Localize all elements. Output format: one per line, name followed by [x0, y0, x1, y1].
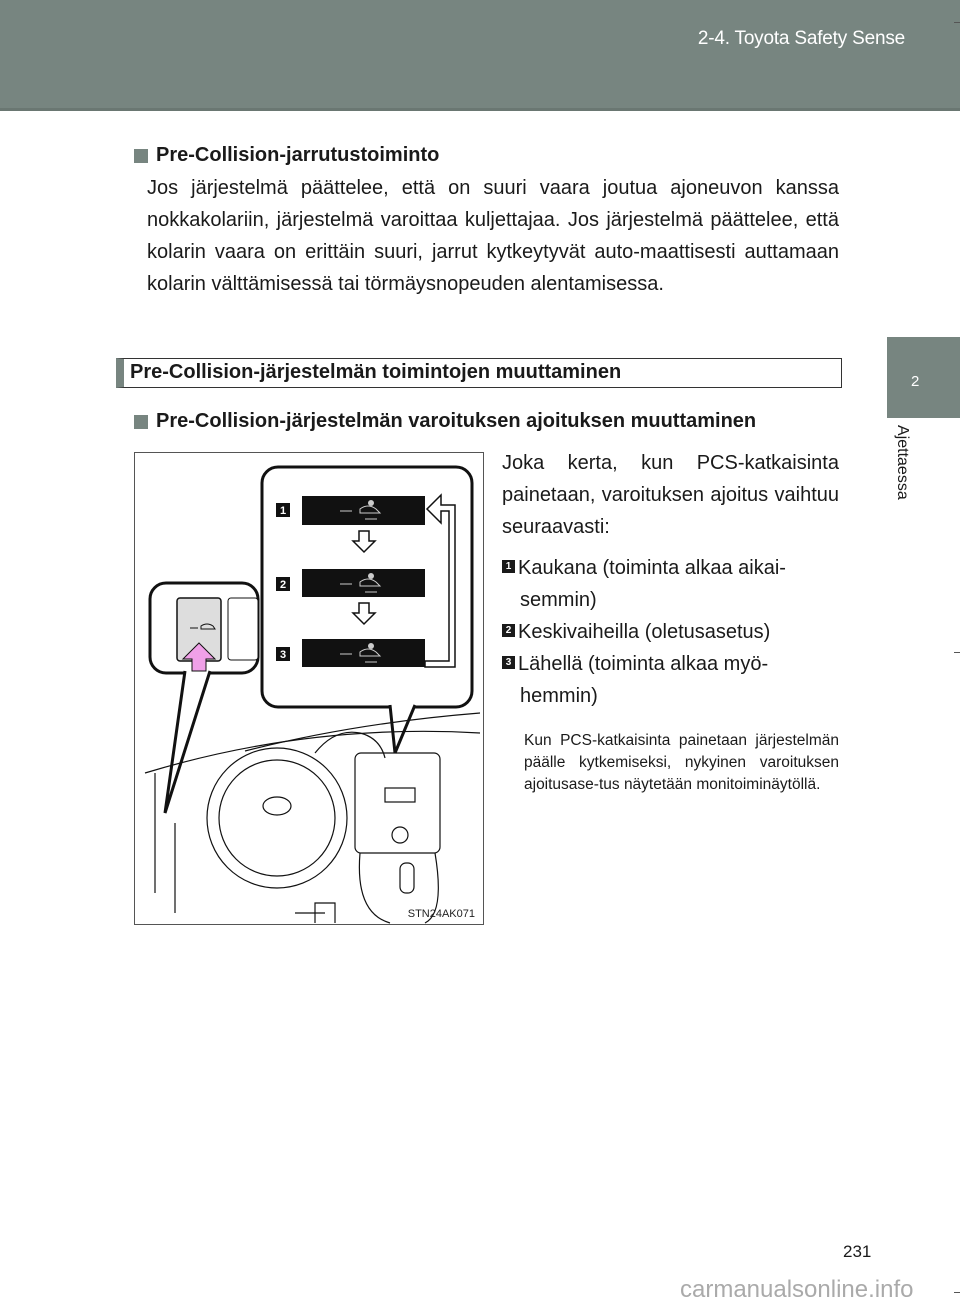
square-bullet-icon: [134, 415, 148, 429]
list-item-middle: [502, 616, 839, 648]
crop-mark: [954, 22, 960, 23]
section-title-box: [116, 358, 842, 388]
list-item-near: [502, 648, 839, 712]
list-item-text: Lähellä (toiminta alkaa myö-: [518, 653, 769, 675]
page-header: [0, 0, 960, 111]
page-number: 231: [843, 1242, 872, 1261]
chapter-tab: [887, 337, 960, 418]
list-item-text: Kaukana (toiminta alkaa aikai-: [518, 557, 786, 579]
list-item-far: [502, 552, 839, 616]
note-text: Kun PCS-katkaisinta painetaan järjestelmän päälle kytkemiseksi, nykyinen varoituksen ajoitusase-tus näytetään monitoiminäytöllä.: [524, 732, 839, 793]
body-paragraph: Jos järjestelmä päättelee, että on suuri vaara joutua ajoneuvon kanssa nokkakolariin, järjestelmä varoittaa kuljettajaa. Jos järjestelmä päättelee, että kolarin vaara on erittäin suuri, jarrut kytkeytyvät auto-maattisesti auttamaan kolarin välttämisessä tai törmäysnopeuden alentamisessa.: [147, 177, 839, 295]
list-item-continuation: hemmin): [520, 685, 598, 707]
number-badge-icon: 1: [502, 560, 515, 573]
header-title: 2-4. Toyota Safety Sense: [697, 28, 905, 49]
chapter-number: 2: [911, 373, 920, 390]
chapter-label: Ajettaessa: [894, 425, 911, 500]
number-badge-icon: 3: [502, 656, 515, 669]
number-badge-icon: 2: [502, 624, 515, 637]
section-title: Pre-Collision-järjestelmän toimintojen muuttaminen: [130, 361, 622, 383]
square-bullet-icon: [134, 149, 148, 163]
intro-text: Joka kerta, kun PCS-katkaisinta painetaan, varoituksen ajoitus vaihtuu seuraavasti:: [502, 452, 839, 538]
crop-mark: [954, 1292, 960, 1293]
crop-mark: [954, 652, 960, 653]
dashboard-drawing: [135, 453, 484, 925]
subheading-warning-timing: [134, 410, 756, 433]
svg-text:2: 2: [279, 579, 287, 591]
subheading-text: Pre-Collision-jarrutustoiminto: [156, 144, 440, 166]
svg-text:1: 1: [279, 505, 287, 517]
subheading-text: Pre-Collision-järjestelmän varoituksen ajoituksen muuttaminen: [156, 410, 757, 432]
list-item-continuation: semmin): [520, 589, 597, 611]
watermark: carmanualsonline.info: [680, 1276, 914, 1303]
dashboard-illustration: [134, 452, 484, 925]
subheading-brake: [134, 144, 439, 167]
svg-text:3: 3: [279, 649, 287, 661]
figure-code: STN24AK071: [407, 908, 475, 920]
list-item-text: Keskivaiheilla (oletusasetus): [518, 621, 771, 643]
